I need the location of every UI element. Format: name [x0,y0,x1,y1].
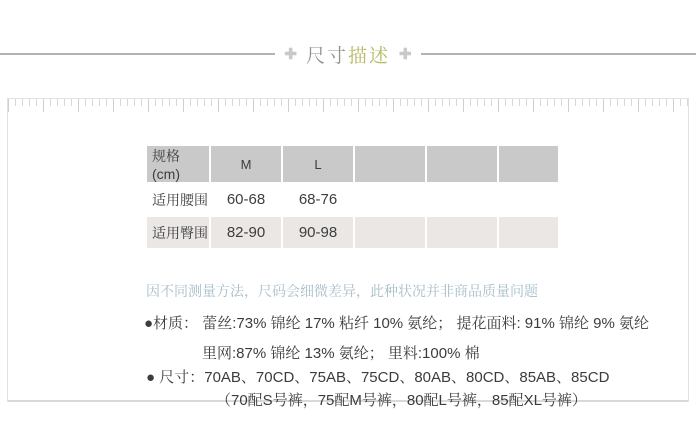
lining-line: 里网:87% 锦纶 13% 氨纶； 里料:100% 棉 [202,345,480,362]
measurement-disclaimer: 因不同测量方法，尺码会细微差异，此种状况并非商品质量问题 [146,283,538,299]
col-header-empty [499,146,558,182]
title-part-gray: 尺寸 [305,45,348,67]
sizes-line: ● 尺寸：70AB、70CD、75AB、75CD、80AB、80CD、85AB、85CD [146,369,610,386]
table-row-waist [147,184,558,215]
col-header-spec: 规格 (cm) [147,146,209,182]
col-header-empty [355,146,425,182]
cell-value: 68-76 [283,184,353,215]
table-header-row [147,146,558,182]
cell-value: 90-98 [283,217,353,248]
title-part-green: 描述 [348,45,391,67]
cell-value [427,184,497,215]
size-panel [7,98,689,409]
product-details [144,315,688,409]
cell-value: 60-68 [211,184,281,215]
cell-value [427,217,497,248]
size-pairing-line: （70配S号裤，75配M号裤，80配L号裤，85配XL号裤） [216,392,587,409]
row-label: 适用臀围 [147,217,209,248]
col-header-m: M [211,146,281,182]
table-row-hip [147,217,558,248]
cell-value [499,217,558,248]
row-label: 适用腰围 [147,184,209,215]
header-rule-right [421,53,696,55]
flower-ornament-icon-left: ✚ [284,45,297,63]
page-title [306,41,390,68]
col-header-empty [427,146,497,182]
header-rule-left [0,53,275,55]
cell-value [355,217,425,248]
material-line: ●材质： 蕾丝:73% 锦纶 17% 粘纤 10% 氨纶； 提花面料: 91% 锦纶 9% 氨纶 [144,315,650,332]
cell-value [499,184,558,215]
ruler-ticks-graphic [8,99,688,114]
section-header [0,42,696,66]
cell-value: 82-90 [211,217,281,248]
cell-value [355,184,425,215]
size-table [145,144,560,250]
flower-ornament-icon-right: ✚ [399,45,412,63]
col-header-l: L [283,146,353,182]
